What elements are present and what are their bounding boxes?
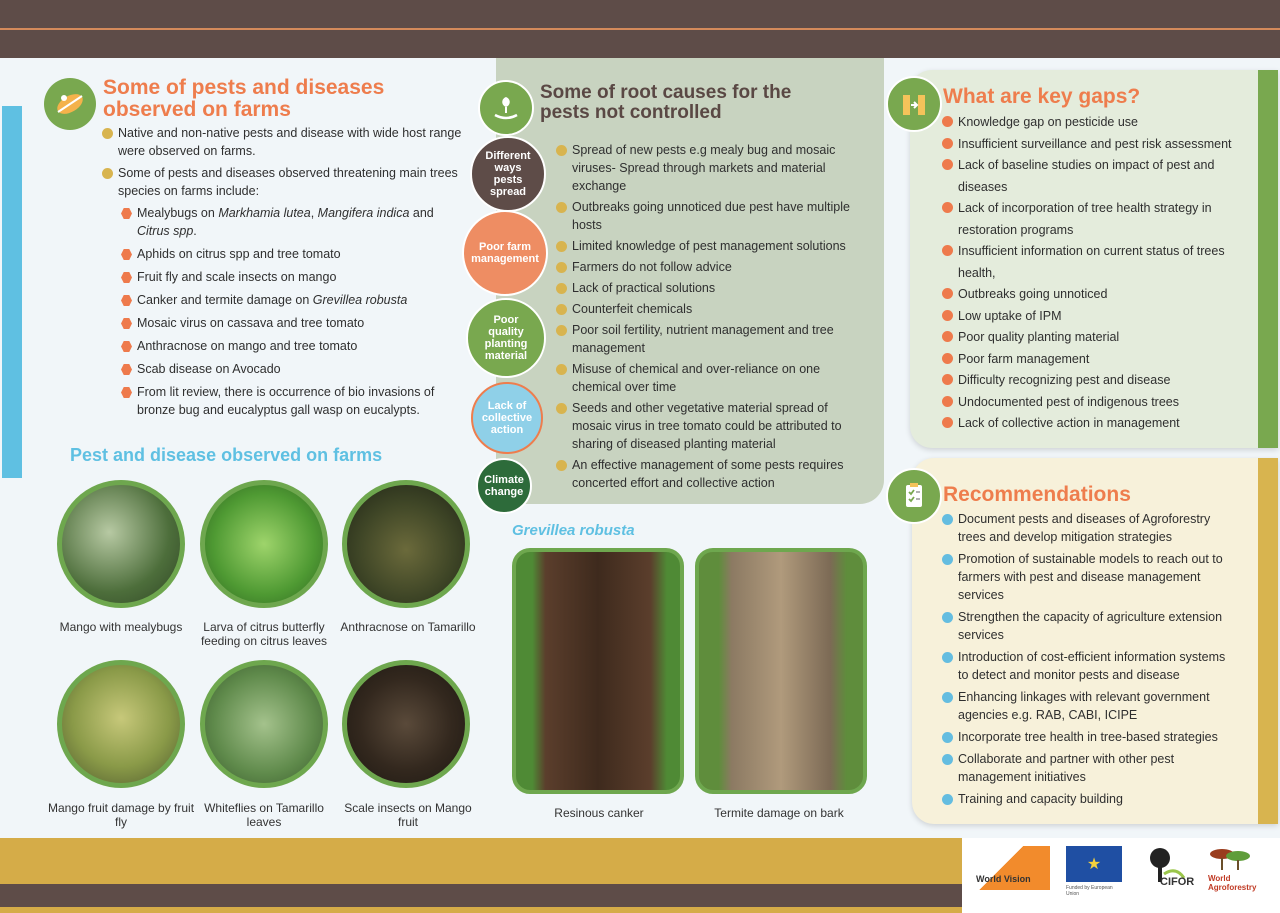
list-item: Poor farm management <box>942 349 1242 371</box>
list-item: Low uptake of IPM <box>942 306 1242 328</box>
list-item: Seeds and other vegetative material spread of mosaic virus in tree tomato could be attributed to sharing of diseased planting material <box>556 399 856 453</box>
cause-circle-planting-material: Poor quality planting material <box>466 298 546 378</box>
cause-circle-collective-action: Lack of collective action <box>471 382 543 454</box>
pests-sub-list <box>121 204 467 419</box>
world-agroforestry-logo: World Agroforestry <box>1208 846 1268 890</box>
list-item: Limited knowledge of pest management solutions <box>556 237 856 255</box>
list-item: Scab disease on Avocado <box>121 360 467 378</box>
list-item: Training and capacity building <box>942 790 1238 808</box>
pests-list <box>102 124 467 424</box>
list-item: Lack of practical solutions <box>556 279 856 297</box>
photo-caption: Whiteflies on Tamarillo leaves <box>204 801 324 829</box>
list-item: Lack of incorporation of tree health strategy in restoration programs <box>942 198 1242 241</box>
list-item: Spread of new pests e.g mealy bug and mosaic viruses- Spread through markets and material exchange <box>556 141 856 195</box>
list-item: Undocumented pest of indigenous trees <box>942 392 1242 414</box>
banner-divider <box>0 28 1280 30</box>
photo-termite-damage <box>695 548 867 794</box>
pests-section-title: Some of pests and diseases observed on farms <box>103 76 385 121</box>
list-item: Poor quality planting material <box>942 327 1242 349</box>
cifor-logo: CIFOR <box>1146 844 1186 888</box>
list-item: Insufficient surveillance and pest risk assessment <box>942 134 1242 156</box>
cause-circle-climate-change: Climate change <box>476 458 532 514</box>
recommendations-list <box>942 510 1238 812</box>
photo-citrus-larva <box>200 480 328 608</box>
photo-caption: Anthracnose on Tamarillo <box>340 620 476 634</box>
list-item: Counterfeit chemicals <box>556 300 856 318</box>
plant-hand-icon <box>478 80 534 136</box>
cause-circle-spread: Different ways pests spread <box>470 136 546 212</box>
eu-flag-logo: ★ <box>1066 846 1122 882</box>
list-item: Difficulty recognizing pest and disease <box>942 370 1242 392</box>
list-item: Some of pests and diseases observed threatening main trees species on farms include: <box>102 164 467 200</box>
list-item: Native and non-native pests and disease with wide host range were observed on farms. <box>102 124 467 160</box>
list-item: Outbreaks going unnoticed <box>942 284 1242 306</box>
left-accent-strip <box>2 106 22 478</box>
photo-caption: Termite damage on bark <box>714 806 844 820</box>
photo-caption: Mango fruit damage by fruit fly <box>47 801 195 829</box>
photo-scale-insects <box>342 660 470 788</box>
photo-resinous-canker <box>512 548 684 794</box>
cause-circle-farm-management: Poor farm management <box>462 210 548 296</box>
pest-leaf-icon <box>44 78 96 130</box>
clipboard-checklist-icon <box>886 468 942 524</box>
list-item: Promotion of sustainable models to reach out to farmers with pest and disease management services <box>942 550 1238 604</box>
photo-mango-mealybugs <box>57 480 185 608</box>
list-item: An effective management of some pests requires concerted effort and collective action <box>556 456 856 492</box>
grevillea-title: Grevillea robusta <box>512 522 635 539</box>
key-gaps-list <box>942 112 1242 435</box>
list-item: Introduction of cost-efficient information systems to detect and monitor pests and disease <box>942 648 1238 684</box>
root-causes-list <box>556 141 856 495</box>
list-item: Anthracnose on mango and tree tomato <box>121 337 467 355</box>
panel-edge <box>1258 70 1278 448</box>
list-item: Misuse of chemical and over-reliance on one chemical over time <box>556 360 856 396</box>
list-item: Enhancing linkages with relevant government agencies e.g. RAB, CABI, ICIPE <box>942 688 1238 724</box>
list-item: Canker and termite damage on Grevillea robusta <box>121 291 467 309</box>
list-item: Fruit fly and scale insects on mango <box>121 268 467 286</box>
photo-caption: Larva of citrus butterfly feeding on citrus leaves <box>200 620 328 648</box>
partner-logos: World Vision ★ Funded by European Union CIFOR World Agroforestry <box>962 838 1280 913</box>
photo-tamarillo-anthracnose <box>342 480 470 608</box>
panel-edge <box>1258 458 1278 824</box>
list-item: Insufficient information on current status of trees health, <box>942 241 1242 284</box>
root-causes-title: Some of root causes for the pests not controlled <box>540 82 792 123</box>
list-item: Knowledge gap on pesticide use <box>942 112 1242 134</box>
list-item: Aphids on citrus spp and tree tomato <box>121 245 467 263</box>
list-item: Mosaic virus on cassava and tree tomato <box>121 314 467 332</box>
key-gaps-title: What are key gaps? <box>943 85 1141 108</box>
recommendations-title: Recommendations <box>943 483 1131 506</box>
list-item: Lack of baseline studies on impact of pest and diseases <box>942 155 1242 198</box>
list-item: Farmers do not follow advice <box>556 258 856 276</box>
list-item: Strengthen the capacity of agriculture extension services <box>942 608 1238 644</box>
photo-whiteflies <box>200 660 328 788</box>
photo-caption: Mango with mealybugs <box>59 620 183 634</box>
gap-icon <box>886 76 942 132</box>
list-item: Lack of collective action in management <box>942 413 1242 435</box>
list-item: Document pests and diseases of Agroforestry trees and develop mitigation strategies <box>942 510 1238 546</box>
photo-caption: Scale insects on Mango fruit <box>344 801 472 829</box>
photos-section-title: Pest and disease observed on farms <box>70 445 383 465</box>
list-item: Mealybugs on Markhamia lutea, Mangifera indica and Citrus spp. <box>121 204 467 240</box>
list-item: Outbreaks going unnoticed due pest have multiple hosts <box>556 198 856 234</box>
footer-bar <box>0 838 1280 913</box>
list-item: From lit review, there is occurrence of bio invasions of bronze bug and eucalyptus gall wasp on eucalypts. <box>121 383 467 419</box>
list-item: Incorporate tree health in tree-based strategies <box>942 728 1238 746</box>
list-item: Poor soil fertility, nutrient management and tree management <box>556 321 856 357</box>
photo-caption: Resinous canker <box>554 806 644 820</box>
photo-mango-fruitfly <box>57 660 185 788</box>
worldvision-logo: World Vision <box>976 846 1050 890</box>
list-item: Collaborate and partner with other pest management initiatives <box>942 750 1238 786</box>
top-banner <box>0 0 1280 58</box>
